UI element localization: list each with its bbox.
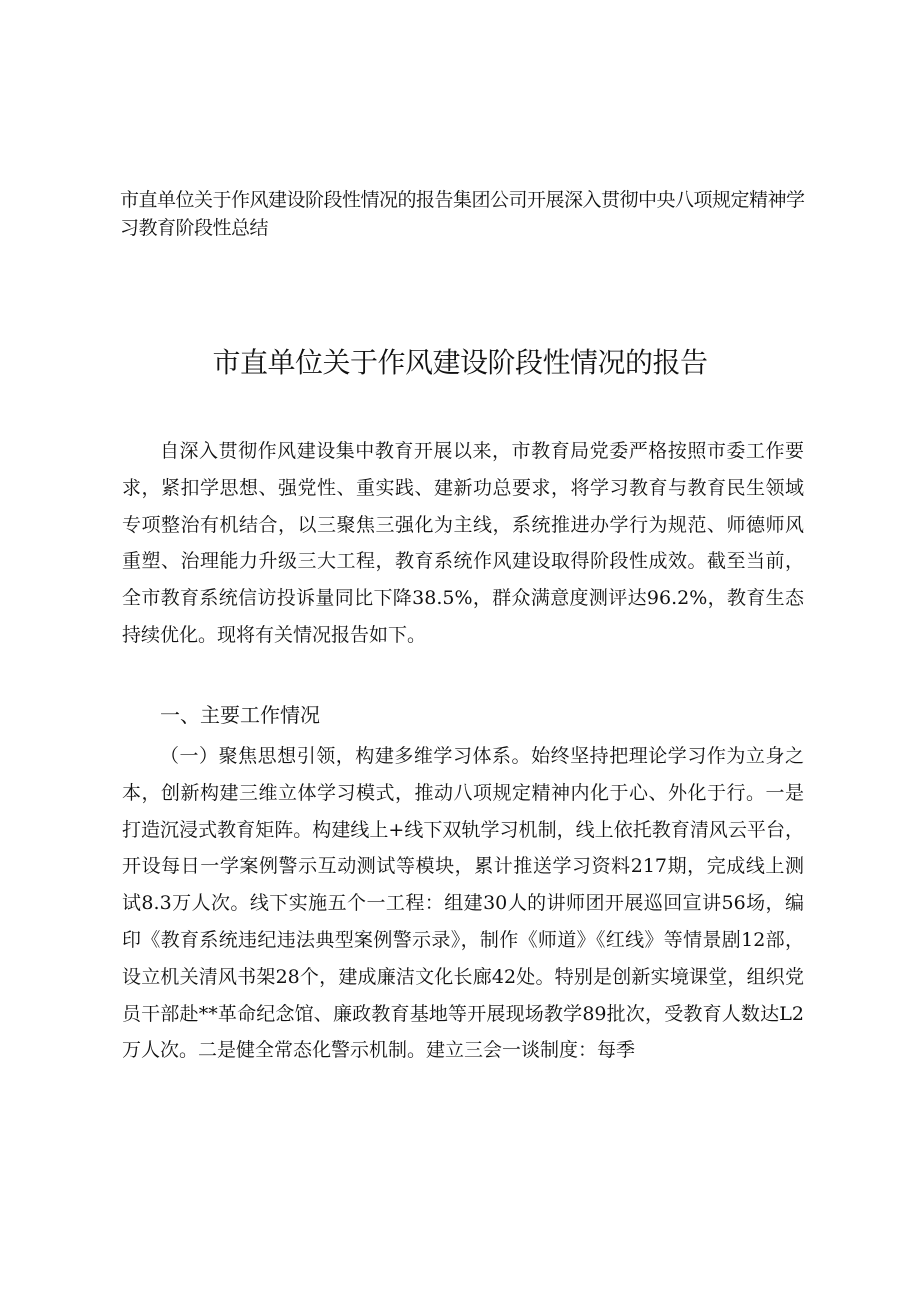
- intro-paragraph: 自深入贯彻作风建设集中教育开展以来，市教育局党委严格按照市委工作要求，紧扣学思想、强党性、重实践、建新功总要求，将学习教育与教育民生领域专项整治有机结合，以三聚焦三强化为主线，系统推进办学行为规范、师德师风重塑、治理能力升级三大工程，教育系统作风建设取得阶段性成效。截至当前，全市教育系统信访投诉量同比下降38.5%，群众满意度测评达96.2%，教育生态持续优化。现将有关情况报告如下。: [122, 440, 804, 646]
- section-heading: 一、主要工作情况: [160, 703, 320, 727]
- body-paragraph: （一）聚焦思想引领，构建多维学习体系。始终坚持把理论学习作为立身之本，创新构建三维立体学习模式，推动八项规定精神内化于心、外化于行。一是打造沉浸式教育矩阵。构建线上+线下双轨学习机制，线上依托教育清风云平台，开设每日一学案例警示互动测试等模块，累计推送学习资料217期，完成线上测试8.3万人次。线下实施五个一工程：组建30人的讲师团开展巡回宣讲56场，编印《教育系统违纪违法典型案例警示录》，制作《师道》《红线》等情景剧12部，设立机关清风书架28个，建成廉洁文化长廊42处。特别是创新实境课堂，组织党员干部赴**革命纪念馆、廉政教育基地等开展现场教学89批次，受教育人数达L2万人次。二是健全常态化警示机制。建立三会一谈制度：每季: [122, 745, 804, 1062]
- document-title: 市直单位关于作风建设阶段性情况的报告: [212, 346, 708, 379]
- document-header: 市直单位关于作风建设阶段性情况的报告集团公司开展深入贯彻中央八项规定精神学习教育阶段性总结: [120, 189, 805, 239]
